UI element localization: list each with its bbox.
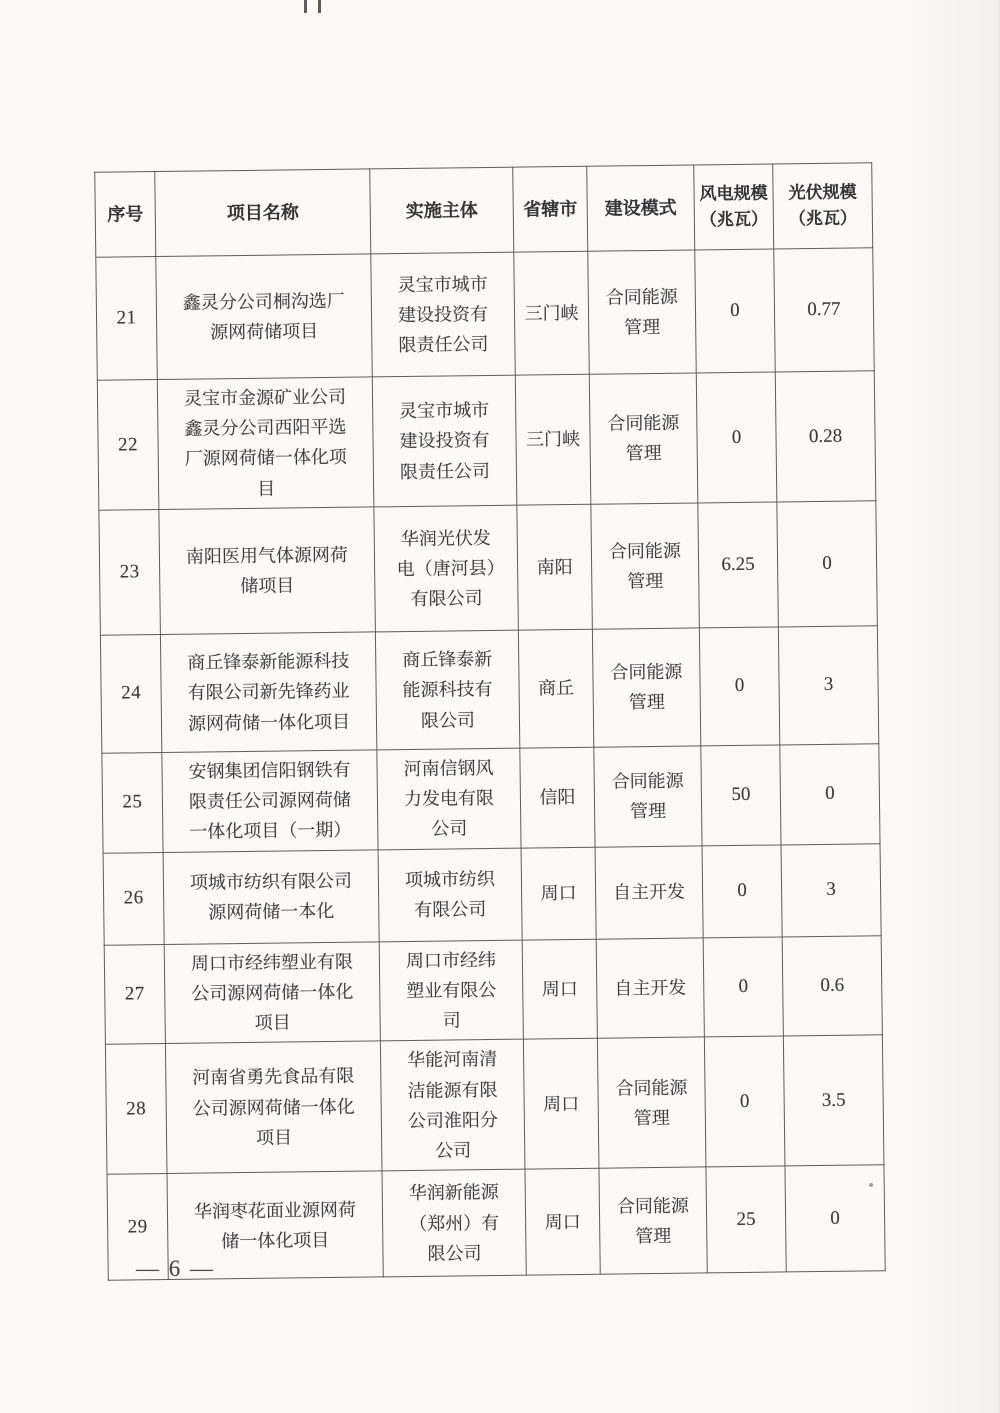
cell-name: 安钢集团信阳钢铁有限责任公司源网荷储一体化项目（一期） (162, 750, 378, 852)
column-header-index: 序号 (95, 172, 156, 258)
cell-pv: 0.6 (782, 935, 882, 1036)
table-row (97, 371, 876, 510)
cell-city: 周口 (522, 939, 597, 1040)
column-header-pv: 光伏规模（兆瓦） (773, 163, 873, 249)
cell-name: 项城市纺织有限公司源网荷储一本化 (163, 850, 379, 945)
cell-entity: 华能河南清洁能源有限公司淮阳分公司 (380, 1039, 525, 1171)
table-header (95, 163, 873, 257)
table-row (99, 501, 877, 635)
table-row (102, 744, 880, 853)
column-header-entity: 实施主体 (370, 167, 514, 254)
cell-index: 25 (102, 752, 163, 852)
cell-city: 商丘 (518, 629, 593, 748)
cell-entity: 华润光伏发电（唐河县）有限公司 (374, 505, 519, 632)
cell-mode: 合同能源管理 (591, 503, 700, 629)
cell-index: 28 (105, 1044, 167, 1175)
cell-wind: 0 (703, 937, 783, 1038)
cell-wind: 6.25 (698, 502, 779, 628)
column-header-city: 省辖市 (513, 166, 588, 252)
cell-mode: 自主开发 (595, 846, 703, 939)
cell-index: 24 (100, 634, 161, 753)
cell-index: 26 (103, 852, 164, 945)
cell-pv: 0 (777, 501, 878, 627)
cell-pv: 3.5 (783, 1035, 884, 1166)
cell-entity: 灵宝市城市建设投资有限责任公司 (372, 375, 517, 507)
cell-entity: 项城市纺织有限公司 (378, 848, 522, 942)
cell-name: 鑫灵分公司桐沟选厂源网荷储项目 (156, 254, 372, 380)
cell-name: 南阳医用气体源网荷储项目 (159, 507, 376, 635)
cell-pv: 0.28 (775, 371, 876, 502)
column-header-mode: 建设模式 (587, 165, 695, 251)
cell-mode: 合同能源管理 (592, 628, 700, 747)
table-row (107, 1165, 885, 1280)
cell-wind: 0 (696, 372, 777, 503)
cell-entity: 灵宝市城市建设投资有限责任公司 (371, 252, 515, 377)
projects-table (94, 162, 885, 1281)
cell-wind: 0 (699, 627, 779, 746)
cell-pv: 0 (780, 744, 880, 845)
cell-wind: 25 (706, 1166, 786, 1273)
cell-city: 周口 (523, 1039, 599, 1170)
cell-mode: 自主开发 (596, 938, 704, 1039)
table-row (100, 626, 878, 753)
cell-mode: 合同能源管理 (589, 373, 698, 504)
cell-entity: 周口市经纬塑业有限公司 (379, 940, 523, 1041)
table-row (103, 843, 881, 944)
column-header-wind: 风电规模（兆瓦） (694, 164, 774, 250)
cell-index: 27 (104, 944, 165, 1044)
cell-city: 周口 (521, 847, 596, 940)
cell-city: 三门峡 (514, 251, 589, 375)
cell-name: 灵宝市金源矿业公司鑫灵分公司西阳平选厂源网荷储一体化项目 (157, 377, 374, 510)
cell-name: 河南省勇先食品有限公司源网荷储一体化项目 (165, 1041, 382, 1174)
cell-index: 22 (97, 380, 159, 511)
cell-pv: 3 (778, 626, 878, 745)
cell-mode: 合同能源管理 (599, 1167, 707, 1274)
cell-wind: 0 (704, 1036, 785, 1167)
cell-wind: 0 (695, 249, 775, 373)
table-row (104, 935, 882, 1044)
scan-registration-mark (304, 0, 307, 13)
page-number: — 6 — (136, 1256, 215, 1281)
cell-index: 21 (96, 257, 157, 381)
cell-index: 29 (107, 1174, 168, 1281)
cell-wind: 50 (701, 745, 781, 846)
cell-mode: 合同能源管理 (594, 746, 702, 847)
cell-mode: 合同能源管理 (597, 1037, 706, 1168)
table-body (96, 248, 885, 1281)
header-row (95, 163, 873, 257)
cell-entity: 商丘锋泰新能源科技有限公司 (375, 630, 519, 750)
cell-pv: 0.77 (774, 248, 874, 372)
cell-entity: 河南信钢风力发电有限公司 (377, 748, 521, 849)
cell-city: 周口 (525, 1169, 600, 1276)
cell-entity: 华润新能源（郑州）有限公司 (382, 1169, 526, 1277)
column-header-name: 项目名称 (155, 169, 371, 257)
cell-city: 三门峡 (515, 374, 591, 505)
cell-city: 信阳 (520, 747, 595, 848)
cell-pv: 3 (781, 843, 881, 936)
table-row (96, 248, 874, 380)
cell-name: 周口市经纬塑业有限公司源网荷储一体化项目 (164, 942, 380, 1044)
table-row (105, 1035, 884, 1174)
cell-mode: 合同能源管理 (588, 250, 696, 374)
cell-name: 华润枣花面业源网荷储一体化项目 (167, 1171, 383, 1280)
cell-name: 商丘锋泰新能源科技有限公司新先锋药业源网荷储一体化项目 (160, 632, 376, 753)
projects-table-container (94, 162, 886, 1281)
cell-city: 南阳 (517, 504, 593, 630)
cell-pv: 0 (785, 1165, 885, 1272)
cell-wind: 0 (702, 845, 782, 938)
scan-registration-mark (318, 0, 321, 13)
scan-speck (869, 1183, 873, 1187)
cell-index: 23 (99, 509, 161, 635)
